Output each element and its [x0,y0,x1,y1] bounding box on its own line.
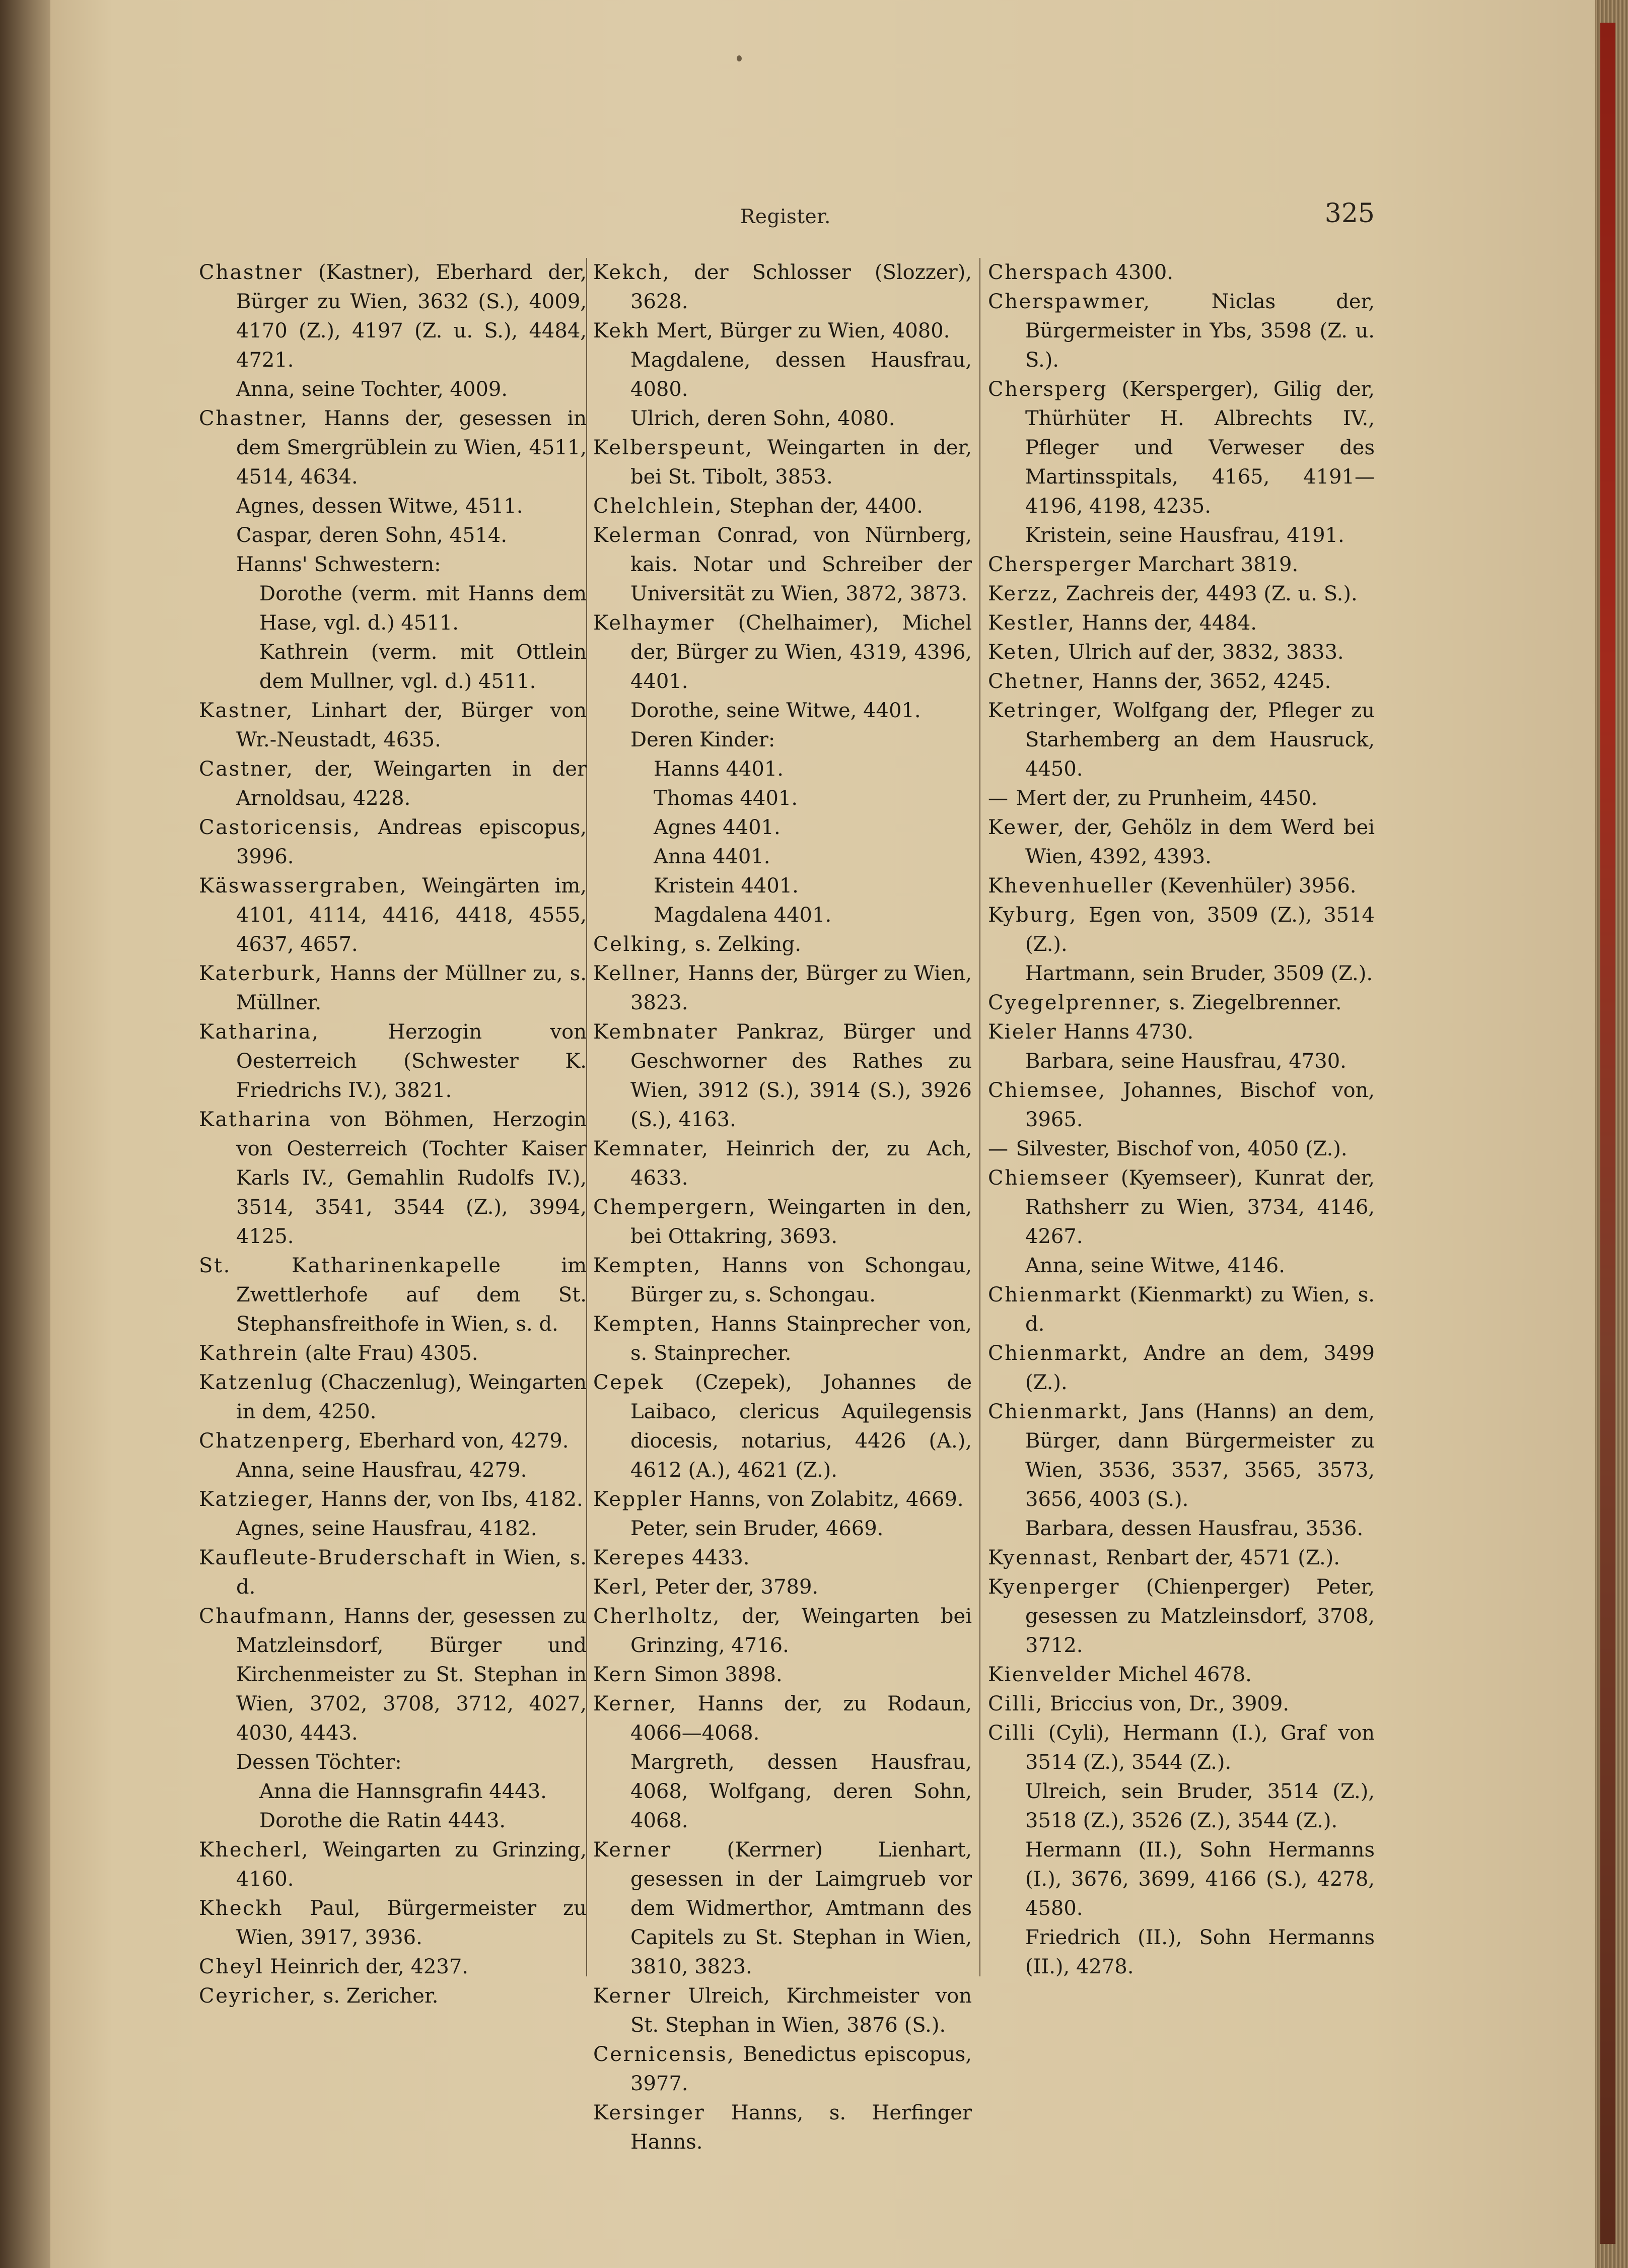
entry-headword: Kelberspeunt, [593,436,753,459]
register-entry [199,1777,587,1806]
register-entry [593,1660,972,1689]
entry-headword: Celking, [593,933,688,956]
register-entry [593,1835,972,1981]
entry-text: Deren Kinder: [630,728,775,751]
entry-headword: Cernicensis, [593,2043,735,2066]
entry-text: Hanns der, 4484. [1075,611,1257,635]
register-entry [199,258,587,375]
register-entry [593,1748,972,1835]
register-entry [593,404,972,433]
register-entry [988,1134,1375,1163]
book-gutter-shadow [0,0,58,2268]
register-entry [199,375,587,404]
entry-headword: Katzieger, [199,1488,315,1511]
entry-text: Hanns, von Zolabitz, 4669. [682,1488,964,1511]
register-entry [988,1017,1375,1047]
entry-text: Hanns der, zu Rodaun, 4066—4068. [630,1692,972,1745]
entry-text: Ulreich, sein Bruder, 3514 (Z.), 3518 (Z.), 3526 (Z.), 3544 (Z.). [1025,1780,1375,1832]
entry-text: Dessen Töchter: [236,1751,402,1774]
entry-text: Weingärten im, 4101, 4114, 4416, 4418, 4555, 4637, 4657. [236,874,587,956]
entry-headword: Keten, [988,641,1062,664]
entry-headword: Kelhaymer [593,611,715,635]
entry-headword: Kerl, [593,1575,649,1599]
register-entry [593,1193,972,1251]
entry-headword: Chersperger [988,553,1132,576]
entry-headword: Kerepes [593,1546,686,1569]
entry-text: (Kerrner) Lienhart, gesessen in der Laimgrueb vor dem Widmerthor, Amtmann des Capitels zu St. Stephan in Wien, 3810, 3823. [630,1838,972,1978]
entry-text: s. Zericher. [317,1984,439,2008]
entry-text: von Böhmen, Herzogin von Oesterreich (Tochter Kaiser Karls IV., Gemahlin Rudolfs IV.), 3514, 3541, 3544 (Z.), 3994, 4125. [236,1108,587,1248]
register-entry [593,521,972,608]
register-entry [199,1514,587,1543]
register-entry [988,1251,1375,1280]
entry-text: Ulrich auf der, 3832, 3833. [1061,641,1344,664]
entry-text: Anna, seine Witwe, 4146. [1025,1254,1285,1277]
entry-headword: Kekh [593,319,650,342]
entry-headword: Kersinger [593,2101,705,2124]
entry-headword: Keppler [593,1488,683,1511]
register-entry [988,1777,1375,1835]
entry-text: Dorothe (verm. mit Hanns dem Hase, vgl. d.) 4511. [259,582,587,635]
register-entry [199,1894,587,1952]
entry-headword: Kembnater [593,1020,718,1044]
entry-headword: Kern [593,1663,648,1686]
register-entry [593,901,972,930]
register-entry [593,346,972,404]
entry-headword: Cyegelprenner, [988,991,1163,1014]
register-entry [199,1748,587,1777]
entry-text: Hanns 4401. [654,758,784,781]
index-column-1 [199,258,587,2011]
entry-text: der Schlosser (Slozzer), 3628. [630,261,972,313]
entry-text: Agnes, dessen Witwe, 4511. [236,495,523,518]
entry-text: Magdalene, dessen Hausfrau, 4080. [630,349,972,401]
entry-headword: Castoricensis, [199,816,361,839]
entry-text: 4300. [1109,261,1173,284]
entry-text: (Kersperger), Gilig der, Thürhüter H. Albrechts IV., Pfleger und Verweser des Martinsspitals, 4165, 4191—4196, 4198, 4235. [1025,378,1375,518]
register-entry [593,608,972,696]
entry-text: Pankraz, Bürger und Geschworner des Rathes zu Wien, 3912 (S.), 3914 (S.), 3926 (S.), 4163. [630,1020,972,1131]
register-entry [199,813,587,871]
entry-headword: Cepek [593,1371,664,1394]
register-entry [593,258,972,316]
entry-headword: Chelchlein, [593,495,723,518]
entry-headword: Kyenperger [988,1575,1120,1599]
entry-text: Hanns der, gesessen in dem Smergrüblein zu Wien, 4511, 4514, 4634. [236,407,587,489]
entry-text: Barbara, dessen Hausfrau, 3536. [1025,1517,1364,1540]
entry-text: Briccius von, Dr., 3909. [1043,1692,1290,1715]
register-entry [593,1543,972,1572]
entry-headword: Kieler [988,1020,1057,1044]
entry-text: (alte Frau) 4305. [298,1342,478,1365]
register-entry [988,1689,1375,1719]
entry-headword: — [988,1137,1010,1160]
register-entry [199,521,587,550]
entry-headword: Khevenhueller [988,874,1154,898]
register-entry [988,1397,1375,1514]
entry-text: Weingarten zu Grinzing, 4160. [236,1838,587,1891]
register-entry [199,959,587,1017]
register-entry [199,579,587,638]
register-entry [593,930,972,959]
entry-text: Hanns der, von Ibs, 4182. [315,1488,583,1511]
entry-headword: Kempten, [593,1254,702,1277]
entry-text: Hanns 4730. [1057,1020,1194,1044]
register-entry [988,1514,1375,1543]
register-entry [593,1310,972,1368]
register-entry [593,813,972,842]
entry-headword: Käswassergraben, [199,874,408,898]
register-entry [199,1485,587,1514]
entry-headword: Kerner [593,1984,672,2008]
entry-text: Anna, seine Tochter, 4009. [236,378,508,401]
entry-text: Egen von, 3509 (Z.), 3514 (Z.). [1025,904,1375,956]
register-entry [593,1981,972,2040]
register-entry [199,696,587,754]
register-entry [988,813,1375,871]
entry-headword: Cherspawmer, [988,290,1151,313]
register-entry [988,638,1375,667]
running-header-title: Register. [740,205,831,228]
entry-headword: Cherlholtz, [593,1605,721,1628]
entry-text: s. Ziegelbrenner. [1162,991,1342,1014]
entry-text: Linhart der, Bürger von Wr.-Neustadt, 4635. [236,699,587,751]
entry-text: Anna 4401. [654,845,770,868]
entry-text: Barbara, seine Hausfrau, 4730. [1025,1050,1347,1073]
entry-text: Hartmann, sein Bruder, 3509 (Z.). [1025,962,1373,985]
entry-text: (Chelhaimer), Michel der, Bürger zu Wien, 4319, 4396, 4401. [630,611,972,693]
entry-text: Johannes, Bischof von, 3965. [1025,1079,1375,1131]
entry-text: Agnes, seine Hausfrau, 4182. [236,1517,537,1540]
entry-headword: Kheckh [199,1897,284,1920]
register-entry [199,638,587,696]
entry-headword: Chienmarkt, [988,1342,1130,1365]
register-entry [988,579,1375,608]
register-entry [988,871,1375,901]
register-entry [988,667,1375,696]
entry-text: (Chaczenlug), Weingarten in dem, 4250. [236,1371,587,1423]
entry-text: Marchart 3819. [1131,553,1299,576]
entry-headword: Chienmarkt [988,1283,1122,1307]
entry-text: Hanns' Schwestern: [236,553,441,576]
entry-headword: Kekch, [593,261,671,284]
entry-headword: Katerburk, [199,962,323,985]
register-entry [593,1689,972,1748]
entry-text: Wolfgang der, Pfleger zu Starhemberg an dem Hausruck, 4450. [1025,699,1375,781]
register-entry [988,1835,1375,1923]
register-entry [199,1806,587,1835]
entry-text: Benedictus episcopus, 3977. [630,2043,972,2095]
entry-text: Ulrich, deren Sohn, 4080. [630,407,895,430]
entry-text: Eberhard von, 4279. [352,1429,569,1453]
register-entry [988,1339,1375,1397]
entry-text: der, Weingarten bei Grinzing, 4716. [630,1605,972,1657]
register-entry [988,258,1375,287]
entry-text: (Kastner), Eberhard der, Bürger zu Wien, 3632 (S.), 4009, 4170 (Z.), 4197 (Z. u. S.), 4484, 4721. [236,261,587,372]
entry-text: Dorothe, seine Witwe, 4401. [630,699,921,722]
entry-headword: Chastner [199,261,303,284]
register-entry [593,2040,972,2098]
entry-text: Jans (Hanns) an dem, Bürger, dann Bürgermeister zu Wien, 3536, 3537, 3565, 3573, 3656, 4003 (S.). [1025,1400,1375,1511]
entry-headword: Kemnater, [593,1137,710,1160]
register-entry [199,492,587,521]
register-entry [988,608,1375,638]
entry-headword: Ceyricher, [199,1984,317,2008]
register-entry [593,1368,972,1485]
entry-headword: Katharina, [199,1020,320,1044]
register-entry [988,1660,1375,1689]
register-entry [593,492,972,521]
entry-text: Weingarten in der, bei St. Tibolt, 3853. [630,436,972,489]
entry-headword: Chaufmann, [199,1605,336,1628]
entry-text: Niclas der, Bürgermeister in Ybs, 3598 (Z. u. S.). [1025,290,1375,372]
register-entry [199,1017,587,1105]
entry-headword: Cilli [988,1722,1036,1745]
register-entry [593,1602,972,1660]
entry-text: Andreas episcopus, 3996. [236,816,587,868]
entry-text: Hanns der, 3652, 4245. [1085,670,1331,693]
entry-text: 4433. [685,1546,750,1569]
entry-text: Heinrich der, 4237. [263,1955,468,1978]
entry-text: Anna, seine Hausfrau, 4279. [236,1459,527,1482]
register-entry [988,988,1375,1017]
entry-text: in Wien, s. d. [236,1546,587,1599]
register-entry [988,1572,1375,1660]
entry-text: Hermann (II.), Sohn Hermanns (I.), 3676, 3699, 4166 (S.), 4278, 4580. [1025,1838,1375,1920]
entry-text: Conrad, von Nürnberg, kais. Notar und Schreiber der Universität zu Wien, 3872, 3873. [630,524,972,605]
page-number: 325 [1324,198,1375,229]
register-entry [199,404,587,492]
entry-headword: Chatzenperg, [199,1429,352,1453]
entry-headword: St. Katharinenkapelle [199,1254,502,1277]
entry-headword: Chetner, [988,670,1086,693]
entry-text: (Czepek), Johannes de Laibaco, clericus Aquilegensis diocesis, notarius, 4426 (A.), 4612 (A.), 4621 (Z.). [630,1371,972,1482]
entry-headword: Kerzz, [988,582,1060,605]
register-entry [593,2098,972,2157]
entry-text: (Kyemseer), Kunrat der, Rathsherr zu Wien, 3734, 4146, 4267. [1025,1166,1375,1248]
entry-headword: Chempergern, [593,1196,757,1219]
entry-text: Hanns der Müllner zu, s. Müllner. [236,962,587,1014]
register-entry [199,871,587,959]
entry-text: Kathrein (verm. mit Ottlein dem Mullner, vgl. d.) 4511. [259,641,587,693]
register-entry [988,1719,1375,1777]
column-divider-2 [979,258,980,1976]
register-entry [593,754,972,784]
register-entry [199,1368,587,1426]
register-entry [199,1251,587,1339]
entry-text: Renbart der, 4571 (Z.). [1099,1546,1340,1569]
register-entry [199,550,587,579]
entry-headword: Chiemseer [988,1166,1110,1190]
binding-edge-strip [1600,23,1615,2244]
entry-headword: Kelerman [593,524,702,547]
entry-text: Friedrich (II.), Sohn Hermanns (II.), 4278. [1025,1926,1375,1978]
entry-headword: Cilli, [988,1692,1044,1715]
register-entry [593,1251,972,1310]
entry-headword: Kestler, [988,611,1076,635]
entry-text: Hanns, s. Herfinger Hanns. [630,2101,972,2154]
register-entry [988,1076,1375,1134]
register-entry [593,1572,972,1602]
register-entry [988,287,1375,375]
entry-headword: Katzenlug [199,1371,314,1394]
register-entry [199,1339,587,1368]
entry-headword: Kewer, [988,816,1066,839]
register-entry [988,784,1375,813]
register-entry [199,754,587,813]
register-entry [593,1485,972,1514]
entry-text: Thomas 4401. [654,787,798,810]
register-entry [593,784,972,813]
entry-text: Silvester, Bischof von, 4050 (Z.). [1009,1137,1348,1160]
register-entry [988,1280,1375,1339]
register-entry [593,696,972,725]
entry-text: im Zwettlerhofe auf dem St. Stephansfreithofe in Wien, s. d. [236,1254,587,1336]
entry-headword: Kyennast, [988,1546,1100,1569]
register-entry [988,901,1375,959]
entry-text: Kristein, seine Hausfrau, 4191. [1025,524,1344,547]
register-entry [199,1543,587,1602]
register-entry [988,375,1375,521]
register-entry [593,433,972,492]
register-entry [988,1923,1375,1981]
entry-text: (Kevenhüler) 3956. [1153,874,1357,898]
entry-text: Hanns der, gesessen zu Matzleinsdorf, Bürger und Kirchenmeister zu St. Stephan in Wien, 3702, 3708, 3712, 4027, 4030, 4443. [236,1605,587,1745]
entry-headword: Cherspach [988,261,1109,284]
register-entry [593,871,972,901]
entry-headword: Kienvelder [988,1663,1112,1686]
entry-text: Zachreis der, 4493 (Z. u. S.). [1059,582,1358,605]
entry-text: Hanns der, Bürger zu Wien, 3823. [630,962,972,1014]
entry-headword: Kastner, [199,699,294,722]
register-entry [593,959,972,1017]
entry-text: Stephan der, 4400. [723,495,923,518]
paper-speck [737,55,742,61]
register-entry [199,1602,587,1748]
register-entry [199,1952,587,1981]
entry-text: Kristein 4401. [654,874,799,898]
entry-headword: Kellner, [593,962,682,985]
entry-headword: Kerner, [593,1692,677,1715]
entry-text: Peter der, 3789. [649,1575,819,1599]
entry-text: Magdalena 4401. [654,904,832,927]
entry-text: der, Weingarten in der Arnoldsau, 4228. [236,758,587,810]
register-entry [199,1456,587,1485]
entry-text: Herzogin von Oesterreich (Schwester K. Friedrichs IV.), 3821. [236,1020,587,1102]
entry-headword: Castner, [199,758,294,781]
index-column-2 [593,258,972,2157]
register-entry [988,550,1375,579]
entry-headword: Chersperg [988,378,1108,401]
entry-headword: — [988,787,1010,810]
entry-text: (Kienmarkt) zu Wien, s. d. [1025,1283,1375,1336]
entry-headword: Katharina [199,1108,312,1131]
entry-text: Agnes 4401. [654,816,781,839]
entry-text: Hanns von Schongau, Bürger zu, s. Schongau. [630,1254,972,1307]
register-entry [593,1514,972,1543]
entry-text: Heinrich der, zu Ach, 4633. [630,1137,972,1190]
entry-text: Peter, sein Bruder, 4669. [630,1517,884,1540]
entry-text: Margreth, dessen Hausfrau, 4068, Wolfgang, deren Sohn, 4068. [630,1751,972,1832]
register-entry [199,1105,587,1251]
entry-text: Dorothe die Ratin 4443. [259,1809,506,1832]
entry-headword: Chastner, [199,407,309,430]
entry-text: s. Zelking. [688,933,802,956]
entry-headword: Ketringer, [988,699,1103,722]
entry-headword: Kyburg, [988,904,1077,927]
register-entry [199,1426,587,1456]
register-entry [988,521,1375,550]
register-entry [593,725,972,754]
entry-headword: Chiemsee, [988,1079,1106,1102]
register-entry [593,842,972,871]
entry-text: Caspar, deren Sohn, 4514. [236,524,508,547]
register-entry [988,1163,1375,1251]
entry-headword: Kaufleute-Bruderschaft [199,1546,468,1569]
register-entry [593,316,972,346]
register-entry [199,1835,587,1894]
entry-headword: Chienmarkt, [988,1400,1130,1423]
entry-text: (Chienperger) Peter, gesessen zu Matzleinsdorf, 3708, 3712. [1025,1575,1375,1657]
entry-text: Anna die Hannsgrafin 4443. [259,1780,547,1803]
entry-text: Hanns Stainprecher von, s. Stainprecher. [630,1313,972,1365]
entry-text: Mert der, zu Prunheim, 4450. [1009,787,1318,810]
entry-text: Michel 4678. [1111,1663,1252,1686]
register-entry [199,1981,587,2011]
index-column-3 [988,258,1375,1981]
register-entry [593,1134,972,1193]
entry-headword: Kempten, [593,1313,702,1336]
register-entry [988,696,1375,784]
entry-text: Ulreich, Kirchmeister von St. Stephan in Wien, 3876 (S.). [630,1984,972,2037]
entry-text: Mert, Bürger zu Wien, 4080. [650,319,950,342]
register-entry [988,959,1375,988]
entry-text: Simon 3898. [647,1663,783,1686]
entry-text: Andre an dem, 3499 (Z.). [1025,1342,1375,1394]
entry-text: (Cyli), Hermann (I.), Graf von 3514 (Z.), 3544 (Z.). [1025,1722,1375,1774]
entry-headword: Cheyl [199,1955,264,1978]
entry-headword: Khecherl, [199,1838,310,1862]
entry-text: der, Gehölz in dem Werd bei Wien, 4392, 4393. [1025,816,1375,868]
register-entry [988,1047,1375,1076]
entry-text: Paul, Bürgermeister zu Wien, 3917, 3936. [236,1897,587,1949]
entry-headword: Kerner [593,1838,672,1862]
entry-headword: Kathrein [199,1342,299,1365]
entry-text: Weingarten in den, bei Ottakring, 3693. [630,1196,972,1248]
register-entry [988,1543,1375,1572]
register-entry [593,1017,972,1134]
